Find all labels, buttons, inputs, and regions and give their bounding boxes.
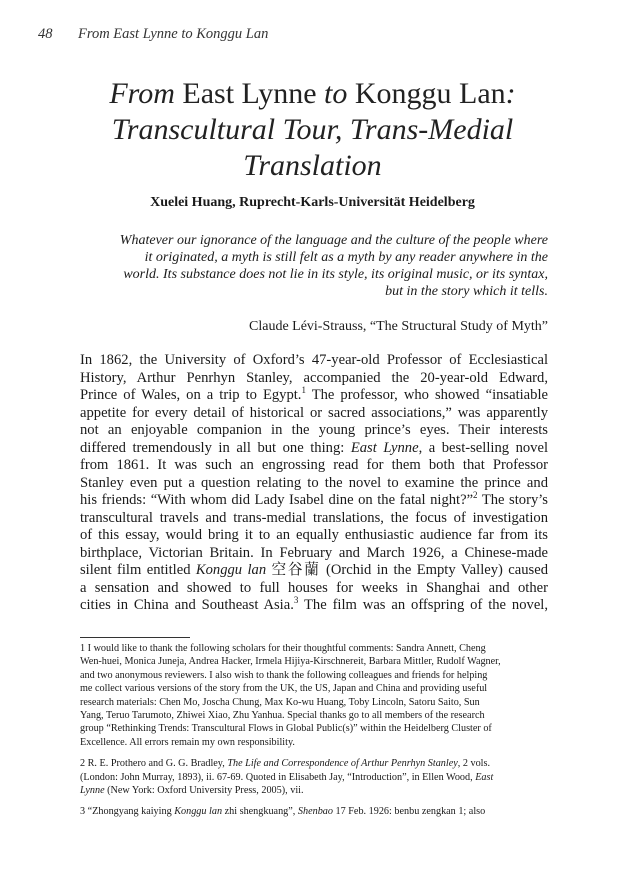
body-line: from 1861. It was such an engrossing read for them both that Professor	[80, 457, 548, 473]
body-line: Prince of Wales, on a trip to Egypt.$^1$ The professor, who showed “insatiable	[80, 385, 548, 403]
body-line: of this essay, would bring it to an equally enthusiastic audience far from its	[80, 527, 548, 543]
body-line: a sensation and showed to full houses for weeks in Shanghai and other	[80, 579, 548, 596]
body-line: his friends: “With whom did Lady Isabel dine on the fatal night?”$^2$ The story’s	[80, 490, 548, 508]
epigraph-line: world. Its substance does not lie in its style, its original music, or its syntax,	[123, 267, 548, 282]
body-line: History, Arthur Penrhyn Stanley, accompanied the 20-year-old Edward,	[80, 369, 548, 386]
footnote-ref-3[interactable]: 3	[293, 595, 299, 605]
running-head-title: From East Lynne to Konggu Lan	[78, 26, 269, 42]
footnote-2: 2 R. E. Prothero and G. G. Bradley, The Life and Correspondence of Arthur Penrhyn Stanley, 2 vols. (London: John Murray, 1893), ii. 67-69. Quoted in Elisabeth Jay, “Introduction”, in Ellen Wood, East Lynne (New York: Oxford University Press, 2005), vii.	[80, 758, 494, 797]
article-title	[60, 76, 565, 184]
body-line: appetite for every detail of historical or sacred associations,” was apparently	[80, 404, 548, 421]
body-line: Stanley even put a question relating to the novel to examine the prince and	[80, 474, 548, 491]
page-number: 48	[38, 26, 53, 42]
footnote-ref-1[interactable]: 1	[301, 385, 306, 395]
body-line: birthplace, Victorian Britain. In February and March 1926, a Chinese-made	[80, 544, 548, 561]
title-line-3: Translation	[243, 149, 382, 182]
footnote-3: 3 “Zhongyang kaiying Konggu lan zhi shengkuang”, Shenbao 17 Feb. 1926: benbu zengkan 1; also	[80, 806, 486, 818]
body-line: differed tremendously in all but one thing: East Lynne, a best-selling novel	[80, 439, 549, 456]
footnote-1: 1 I would like to thank the following scholars for their thoughtful comments: Sandra Annett, Cheng Wen-huei, Monica Juneja, Andrea Hacker, Irmela Hijiya-Kirschnereit, Barbara Mittler, Rudolf Wagner, and two anonymous reviewers. I also wish to thank the following colleagues and friends for helping me collect various versions of the story from the UK, the US, Japan and China and providing useful research materials: Chen Mo, Joscha Chung, Max Ko-wu Huang, Toby Lincoln, Satoru Saito, Sun Yang, Teruo Tarumoto, Zhiwei Xiao, Zhu Yanhua. Special thanks go to all members of the research group “Rethinking Trends: Transcultural Flows in Global Public(s)” within the Heidelberg Cluster of Excellence. All errors remain my own responsibility.	[80, 643, 501, 748]
running-head	[38, 26, 268, 43]
body-paragraph	[80, 352, 548, 615]
title-line-2: Transcultural Tour, Trans-Medial	[111, 113, 514, 146]
title-line-1: From East Lynne to Konggu Lan:	[109, 77, 516, 110]
body-line: cities in China and Southeast Asia.$^3$ The film was an offspring of the novel,	[80, 595, 548, 613]
body-line: silent film entitled Konggu lan 空谷蘭 (Orchid in the Empty Valley) caused	[80, 562, 548, 578]
author-affiliation: Xuelei Huang, Ruprecht-Karls-Universität Heidelberg	[150, 195, 475, 210]
footnote-divider	[80, 637, 190, 638]
epigraph-source: Claude Lévi-Strauss, “The Structural Study of Myth”	[249, 319, 548, 334]
body-line: In 1862, the University of Oxford’s 47-year-old Professor of Ecclesiastical	[80, 352, 548, 368]
epigraph-line: but in the story which it tells.	[385, 284, 548, 299]
footnotes	[80, 642, 548, 827]
footnote-ref-2[interactable]: 2	[473, 490, 478, 500]
epigraph	[80, 232, 548, 300]
body-line: not an enjoyable companion in the young prince’s eyes. Their interests	[80, 422, 548, 438]
epigraph-line: it originated, a myth is still felt as a myth by any reader anywhere in the	[144, 250, 548, 265]
body-line: transcultural travels and trans-medial translations, the focus of investigation	[80, 509, 548, 526]
epigraph-line: Whatever our ignorance of the language and the culture of the people where	[119, 233, 548, 248]
